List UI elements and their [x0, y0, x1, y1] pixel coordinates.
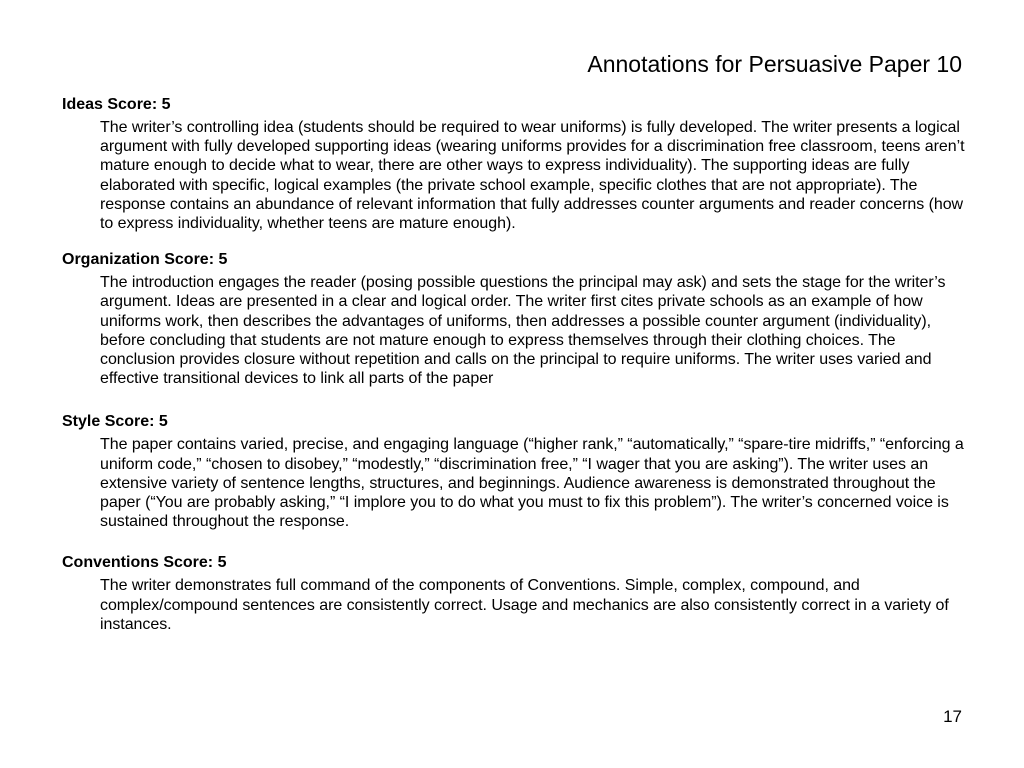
conventions-body: The writer demonstrates full command of the components of Conventions. Simple, complex, compound, and complex/compound sentences are consistently correct. Usage and mechanics are also consistently correct in a variety of instances. [100, 577, 949, 633]
style-section [62, 411, 966, 531]
conventions-heading: Conventions Score: 5 [62, 554, 227, 572]
ideas-section [62, 94, 966, 233]
organization-heading: Organization Score: 5 [62, 251, 228, 269]
ideas-body: The writer’s controlling idea (students should be required to wear uniforms) is fully developed. The writer presents a logical argument with fully developed supporting ideas (wearing uniforms provides for a discrimination free classroom, teens aren’t mature enough to decide what to wear, there are other ways to express individuality). The supporting ideas are fully elaborated with specific, logical examples (the private school example, specific clothes that are not appropriate). The response contains an abundance of relevant information that fully addresses counter arguments and reader concerns (how to express individuality, whether teens are mature enough). [100, 119, 965, 233]
organization-body: The introduction engages the reader (posing possible questions the principal may ask) and sets the stage for the writer’s argument. Ideas are presented in a clear and logical order. The writer first cites private schools as an example of how uniforms work, then describes the advantages of uniforms, then addresses a possible counter argument (individuality), before concluding that students are not mature enough to express themselves through their clothing choices. The conclusion provides closure without repetition and calls on the principal to require uniforms. The writer uses varied and effective transitional devices to link all parts of the paper [100, 274, 946, 388]
slide-title: Annotations for Persuasive Paper 10 [587, 51, 962, 77]
page-number: 17 [943, 707, 962, 726]
style-heading: Style Score: 5 [62, 413, 168, 431]
organization-section [62, 249, 966, 388]
conventions-section [62, 552, 966, 634]
annotations-content [62, 94, 966, 650]
ideas-heading: Ideas Score: 5 [62, 96, 171, 113]
style-body: The paper contains varied, precise, and engaging language (“higher rank,” “automatically,” “spare-tire midriffs,” “enforcing a uniform code,” “chosen to disobey,” “modestly,” “discrimination free,” “I wager that you are asking”). The writer uses an extensive variety of sentence lengths, structures, and beginnings. Audience awareness is demonstrated throughout the paper (“You are probably asking,” “I implore you to do what you must to fix this problem”). The writer’s concerned voice is sustained throughout the response. [100, 436, 964, 531]
